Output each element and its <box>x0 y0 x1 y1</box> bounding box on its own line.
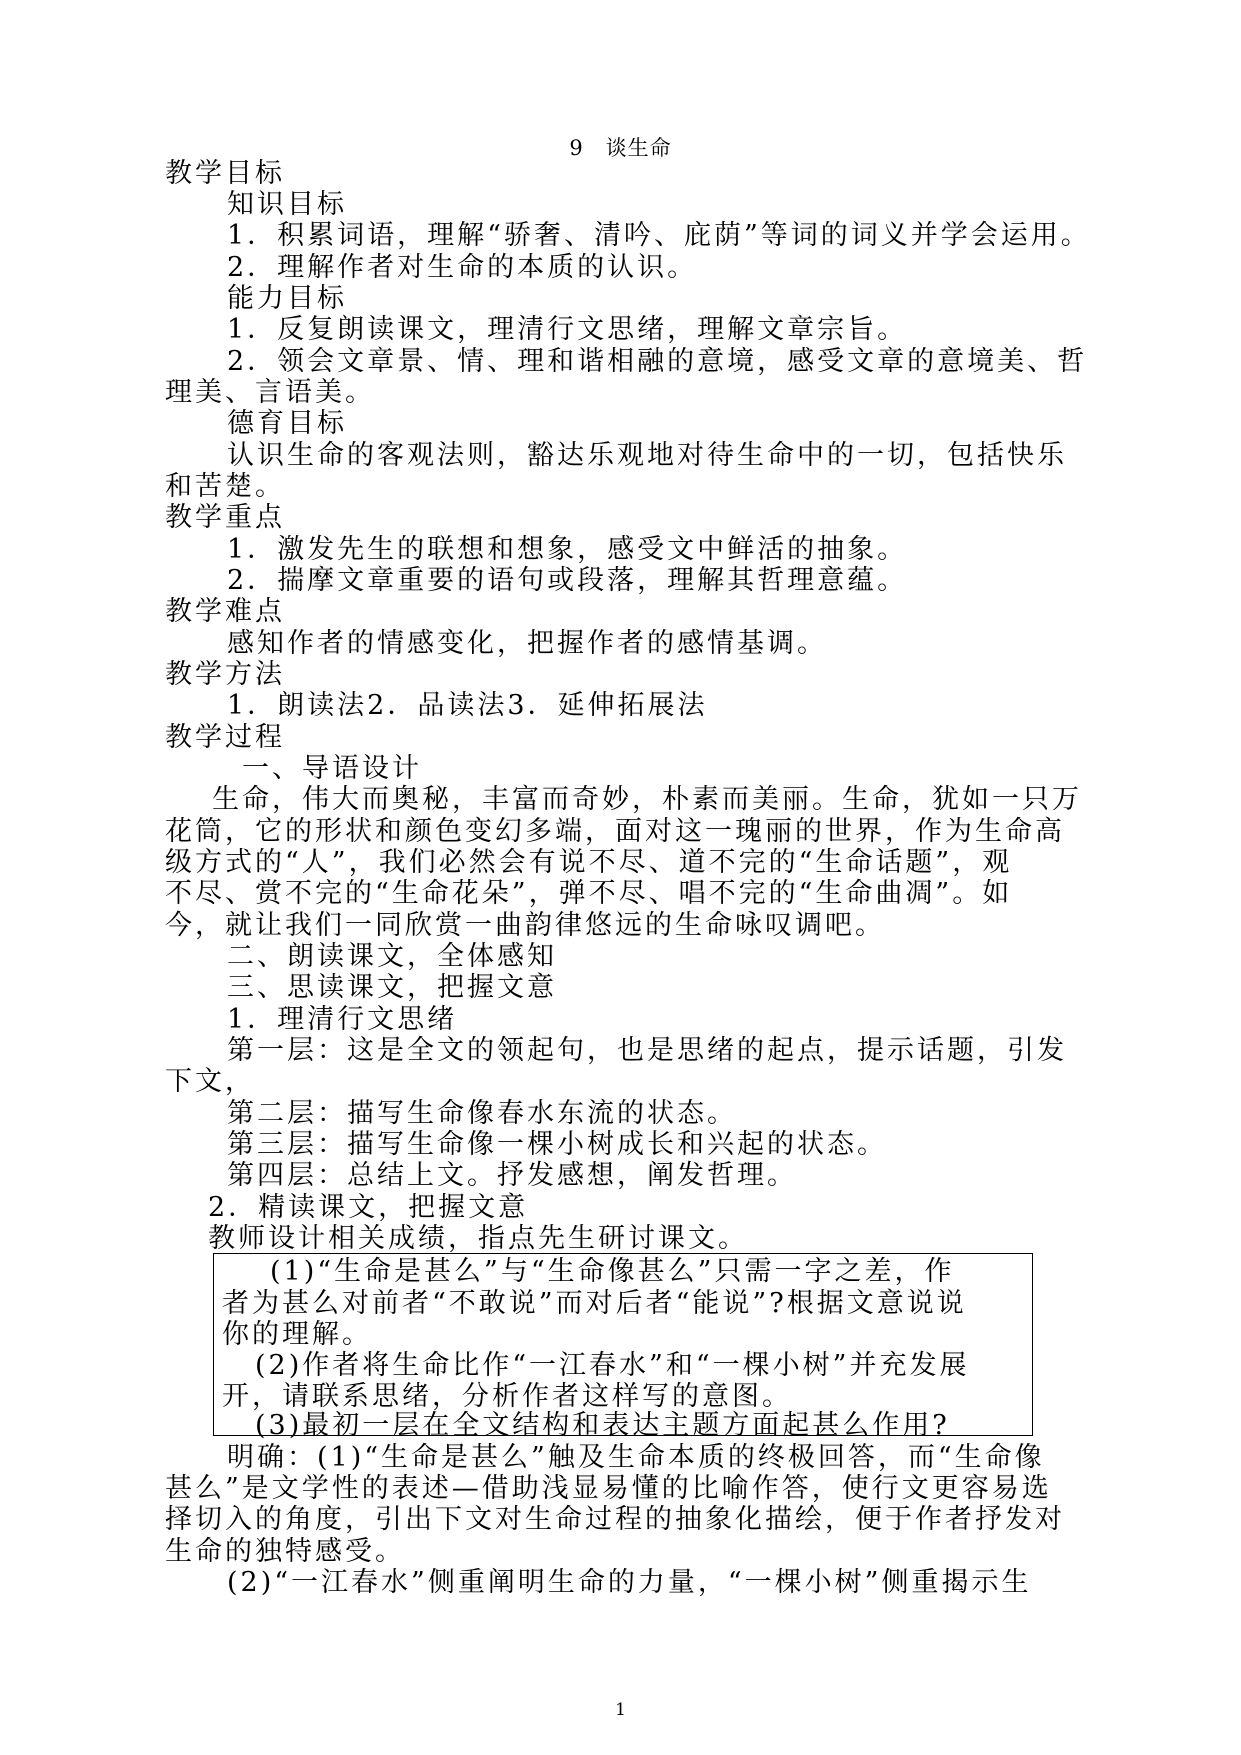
subheading-knowledge-goals: 知识目标 <box>227 189 347 220</box>
text-line: 2．揣摩文章重要的语句或段落，理解其哲理意蕴。 <box>227 565 908 596</box>
text-line: 生命，伟大而奥秘，丰富而奇妙，朴素而美丽。生命，犹如一只万 <box>212 784 1082 815</box>
question-line: 者为甚么对前者“不敢说”而对后者“能说”?根据文意说说 <box>222 1288 967 1319</box>
text-line: 1．激发先生的联想和想象，感受文中鲜活的抽象。 <box>227 534 908 565</box>
text-line: 择切入的角度，引出下文对生命过程的抽象化描绘，便于作者抒发对 <box>165 1504 1065 1535</box>
text-line: 第一层：这是全文的领起句，也是思绪的起点，提示话题，引发 <box>227 1035 1067 1066</box>
heading-key-points: 教学重点 <box>165 502 285 533</box>
text-line: 1．反复朗读课文，理清行文思绪，理解文章宗旨。 <box>227 314 908 345</box>
heading-teaching-methods: 教学方法 <box>165 659 285 690</box>
text-line: 第四层：总结上文。抒发感想，阐发哲理。 <box>227 1160 797 1191</box>
text-line: 和苦楚。 <box>165 471 285 502</box>
text-line: 认识生命的客观法则，豁达乐观地对待生命中的一切，包括快乐 <box>227 440 1067 471</box>
text-line: 甚么”是文学性的表述—借助浅显易懂的比喻作答，使行文更容易选 <box>165 1473 1052 1504</box>
text-line: 感知作者的情感变化，把握作者的感情基调。 <box>227 628 827 659</box>
question-line: (3)最初一层在全文结构和表达主题方面起甚么作用? <box>255 1410 950 1441</box>
text-line: 2．精读课文，把握文意 <box>208 1192 529 1223</box>
text-line: 今，就让我们一同欣赏一曲韵律悠远的生命咏叹调吧。 <box>165 910 885 941</box>
text-line: 不尽、赏不完的“生命花朵”，弹不尽、唱不完的“生命曲凋”。如 <box>165 878 1013 909</box>
text-line: 第二层：描写生命像春水东流的状态。 <box>227 1098 737 1129</box>
document-title: 9 谈生命 <box>569 136 672 160</box>
text-line: 2．领会文章景、情、理和谐相融的意境，感受文章的意境美、哲 <box>227 346 1088 377</box>
text-line: 明确：(1)“生命是甚么”触及生命本质的终极回答，而“生命像 <box>227 1442 1045 1473</box>
text-line: 下文， <box>165 1066 255 1097</box>
text-line: 1．朗读法2．品读法3．延伸拓展法 <box>227 690 708 721</box>
heading-difficult-points: 教学难点 <box>165 596 285 627</box>
subheading-read-aloud: 二、朗读课文，全体感知 <box>227 941 557 972</box>
text-line: (2)“一江春水”侧重阐明生命的力量，“一棵小树”侧重揭示生 <box>227 1567 1032 1598</box>
text-line: 1．积累词语，理解“骄奢、清吟、庇荫”等词的词义并学会运用。 <box>227 220 1091 251</box>
text-line: 花筒，它的形状和颜色变幻多端，面对这一瑰丽的世界，作为生命高 <box>165 816 1065 847</box>
question-line: 你的理解。 <box>222 1319 372 1350</box>
text-line: 第三层：描写生命像一棵小树成长和兴起的状态。 <box>227 1129 887 1160</box>
question-line: 开，请联系思绪，分析作者这样写的意图。 <box>222 1381 792 1412</box>
text-line: 教师设计相关成绩，指点先生研讨课文。 <box>208 1223 748 1254</box>
text-line: 理美、言语美。 <box>165 377 375 408</box>
heading-teaching-goals: 教学目标 <box>165 158 285 189</box>
text-line: 生命的独特感受。 <box>165 1536 405 1567</box>
text-line: 1．理清行文思绪 <box>227 1004 458 1035</box>
question-line: (1)“生命是甚么”与“生命像甚么”只需一字之差，作 <box>270 1256 955 1287</box>
page-number: 1 <box>615 1700 626 1720</box>
subheading-moral-goals: 德育目标 <box>227 408 347 439</box>
heading-teaching-process: 教学过程 <box>165 722 285 753</box>
question-line: (2)作者将生命比作“一江春水”和“一棵小树”并充发展 <box>255 1350 970 1381</box>
subheading-ability-goals: 能力目标 <box>227 283 347 314</box>
subheading-think-read: 三、思读课文，把握文意 <box>227 972 557 1003</box>
text-line: 2．理解作者对生命的本质的认识。 <box>227 252 698 283</box>
subheading-intro-design: 一、导语设计 <box>242 753 422 784</box>
text-line: 级方式的“人”，我们必然会有说不尽、道不完的“生命话题”，观 <box>165 847 1013 878</box>
